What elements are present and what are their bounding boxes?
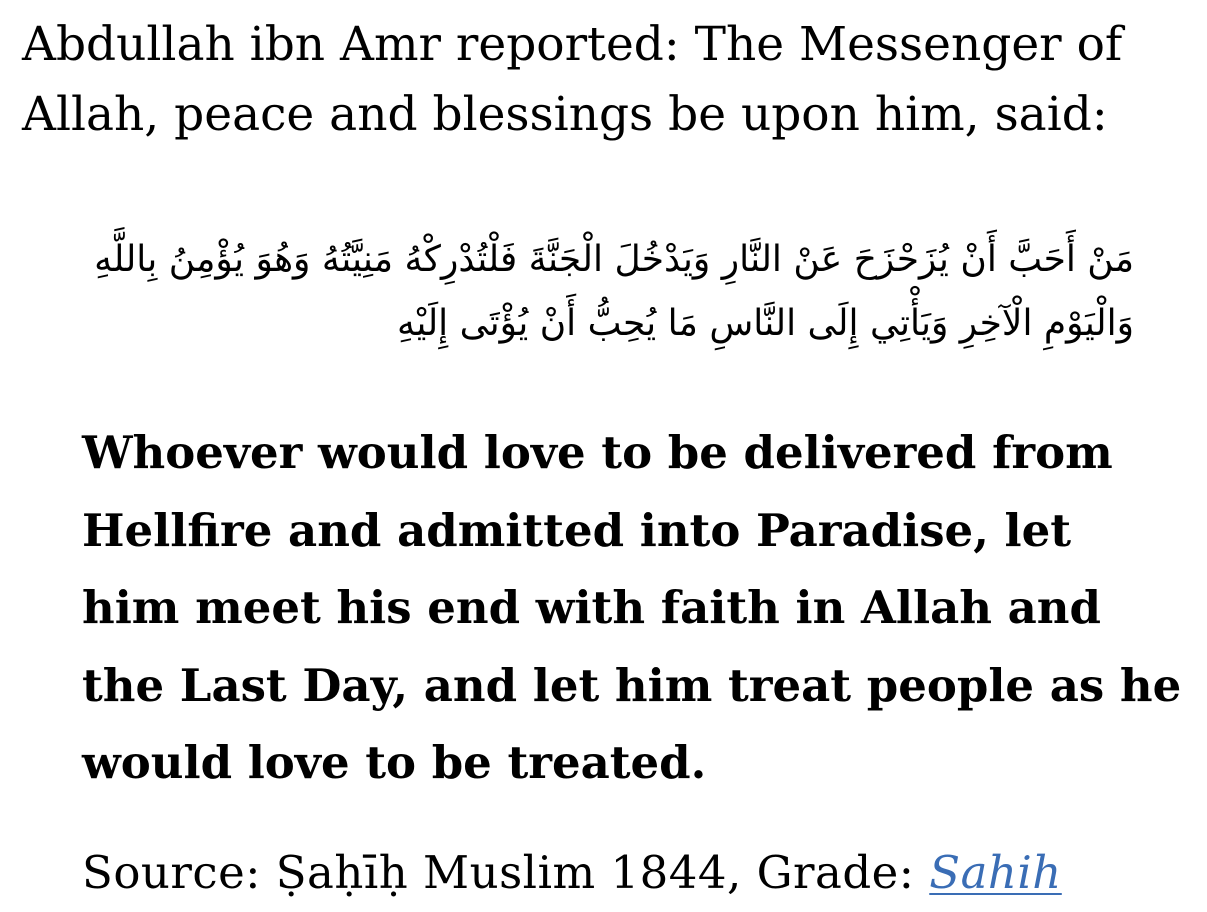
intro-text: Abdullah ibn Amr reported: The Messenger of Allah, peace and blessings be upon him, said: bbox=[22, 17, 1123, 142]
grade-link[interactable]: Sahih bbox=[929, 846, 1062, 899]
hadith-translation: Whoever would love to be delivered from Hellfire and admitted into Paradise, let him meet his end with faith in Allah and the Last Day, and let him treat people as he would love to be treated. bbox=[82, 426, 1182, 789]
source-citation bbox=[82, 838, 1202, 908]
source-label: Source: Ṣaḥīḥ Muslim 1844, Grade: bbox=[82, 846, 930, 899]
hadith-arabic-text: مَنْ أَحَبَّ أَنْ يُزَحْزَحَ عَنْ النَّارِ وَيَدْخُلَ الْجَنَّةَ فَلْتُدْرِكْهُ مَنِيَّتُهُ وَهُوَ يُؤْمِنُ بِاللَّهِ وَالْيَوْمِ الْآخِرِ وَيَأْتِي إِلَى النَّاسِ مَا يُحِبُّ أَنْ يُؤْتَى إِلَيْهِ bbox=[94, 239, 1134, 344]
